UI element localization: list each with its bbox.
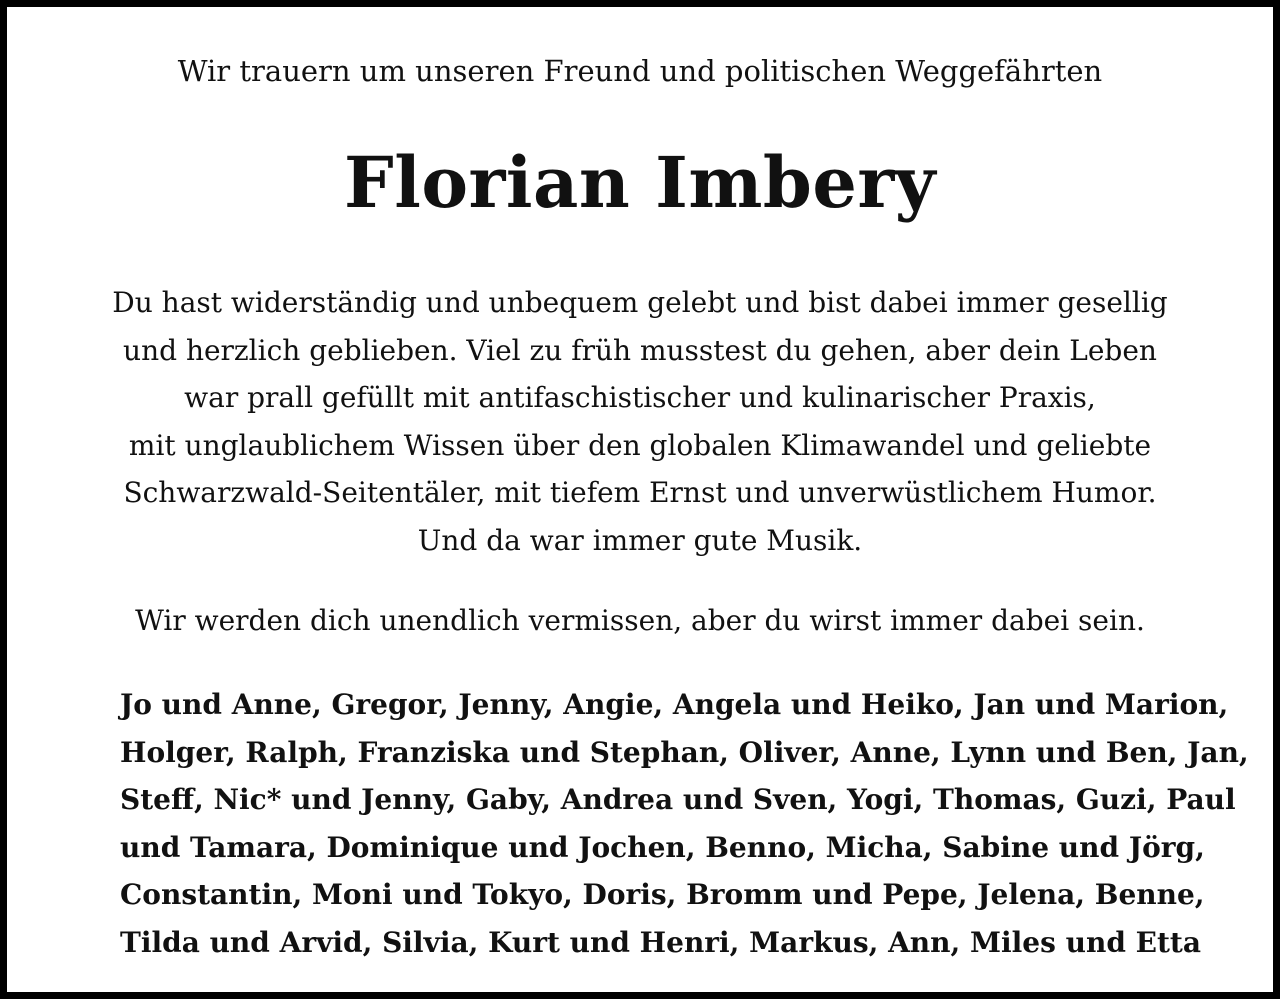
tribute-line: Schwarzwald-Seitentäler, mit tiefem Ernst und unverwüstlichem Humor. xyxy=(123,476,1157,510)
tribute-line: Und da war immer gute Musik. xyxy=(417,523,863,557)
tribute-line: und herzlich geblieben. Viel zu früh musstest du gehen, aber dein Leben xyxy=(123,333,1157,367)
signatory-line: Holger, Ralph, Franziska und Stephan, Oliver, Anne, Lynn und Ben, Jan, xyxy=(120,735,1249,769)
signatory-line: Tilda und Arvid, Silvia, Kurt und Henri, Markus, Ann, Miles und Etta xyxy=(120,925,1202,959)
deceased-name: Florian Imbery xyxy=(344,141,936,224)
tribute-line: Du hast widerständig und unbequem gelebt und bist dabei immer gesellig xyxy=(112,286,1168,319)
tribute-line: war prall gefüllt mit antifaschistischer und kulinarischer Praxis, xyxy=(184,381,1096,415)
signatory-line: Steff, Nic* und Jenny, Gaby, Andrea und Sven, Yogi, Thomas, Guzi, Paul xyxy=(120,783,1236,817)
closing-text: Wir werden dich unendlich vermissen, aber du wirst immer dabei sein. xyxy=(135,604,1145,637)
signatory-line: und Tamara, Dominique und Jochen, Benno, Micha, Sabine und Jörg, xyxy=(120,830,1205,864)
signatories xyxy=(120,681,1249,967)
tribute-text xyxy=(7,279,1273,565)
intro-text: Wir trauern um unseren Freund und politischen Weggefährten xyxy=(177,54,1103,88)
signatory-line: Jo und Anne, Gregor, Jenny, Angie, Angela und Heiko, Jan und Marion, xyxy=(120,688,1229,721)
tribute-line: mit unglaublichem Wissen über den globalen Klimawandel und geliebte xyxy=(128,428,1152,462)
signatory-line: Constantin, Moni und Tokyo, Doris, Bromm und Pepe, Jelena, Benne, xyxy=(120,878,1205,912)
